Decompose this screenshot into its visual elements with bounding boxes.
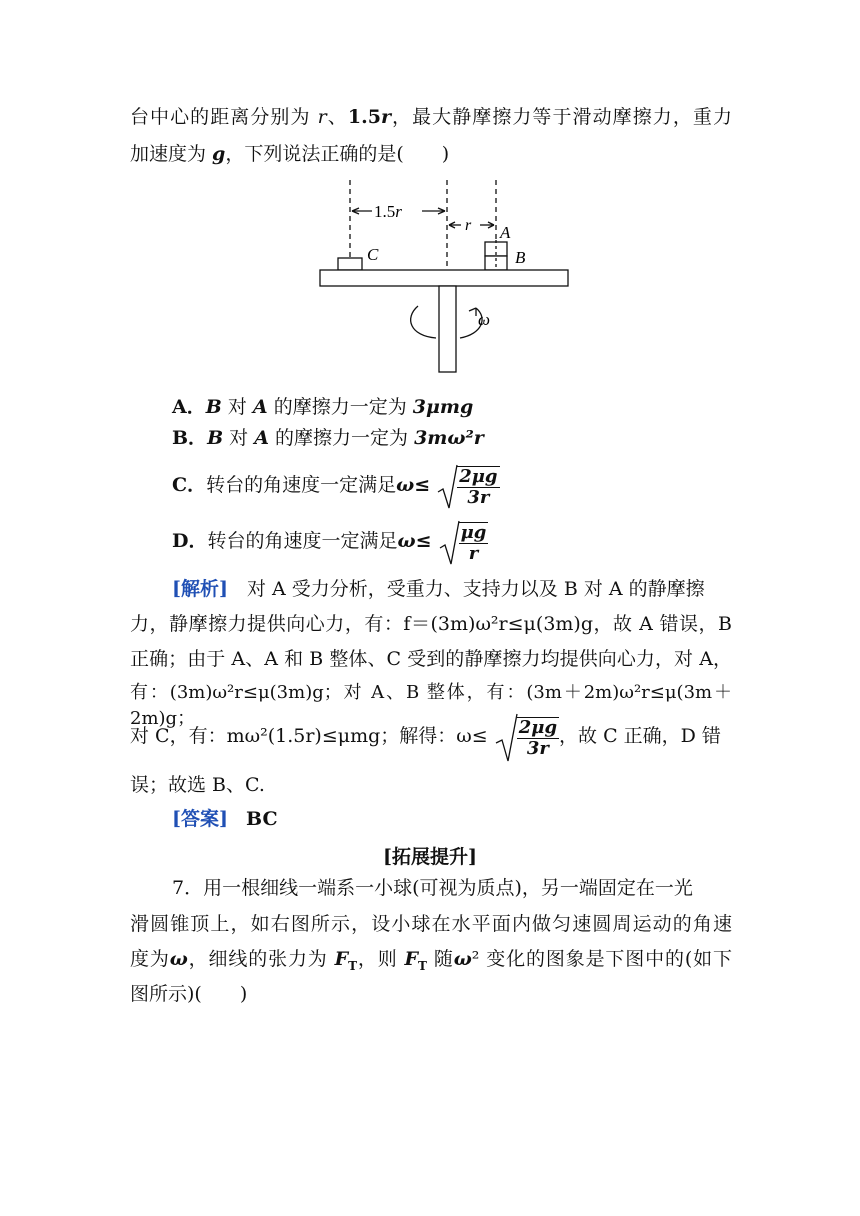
intro-line-2 bbox=[130, 141, 449, 167]
label-omega: ω bbox=[478, 310, 491, 329]
label-a: A bbox=[500, 223, 511, 242]
text: 正确；由于 A、A 和 B 整体、C 受到的静摩擦力均提供向心力，对 A， bbox=[130, 648, 732, 670]
var-r: r bbox=[380, 106, 391, 128]
value-1-5: 1.5 bbox=[347, 106, 381, 128]
analysis-line-6 bbox=[130, 772, 265, 798]
text: B bbox=[205, 396, 222, 418]
sqrt-sign bbox=[438, 518, 460, 568]
numerator: 2μg bbox=[518, 717, 558, 738]
text: 加速度为 bbox=[130, 143, 213, 165]
platform bbox=[320, 270, 568, 286]
text: 、 bbox=[326, 106, 348, 128]
text: ，则 bbox=[357, 948, 405, 970]
text: ² 变化的图象是下图中的(如下 bbox=[471, 948, 732, 970]
text: 滑圆锥顶上，如右图所示，设小球在水平面内做匀速圆周运动的角速 bbox=[130, 913, 732, 935]
text: 的摩擦力一定为 bbox=[267, 396, 413, 418]
text: 随 bbox=[426, 948, 454, 970]
answer-value: BC bbox=[246, 808, 278, 830]
option-d[interactable] bbox=[172, 516, 488, 568]
q7-line-1 bbox=[172, 875, 693, 901]
analysis-line-3 bbox=[130, 646, 732, 672]
intro-line-1 bbox=[130, 104, 732, 130]
text: ，细线的张力为 bbox=[187, 948, 335, 970]
text: 有：(3m)ω²r≤μ(3m)g；对 A、B 整体，有：(3m＋2m)ω²r≤μ(3m＋2m)g； bbox=[130, 682, 732, 729]
var-g: g bbox=[212, 143, 226, 165]
denominator: r bbox=[468, 542, 479, 564]
text: B bbox=[207, 427, 224, 449]
numerator: μg bbox=[460, 521, 487, 543]
q7-line-3 bbox=[130, 946, 732, 979]
text: ，故 C 正确，D 错 bbox=[559, 725, 721, 747]
text: 7．用一根细线一端系一小球(可视为质点)，另一端固定在一光 bbox=[172, 877, 693, 899]
formula: 3μmg bbox=[412, 396, 474, 418]
shaft bbox=[439, 286, 456, 372]
var-f: F bbox=[404, 948, 418, 970]
q7-line-4 bbox=[130, 981, 247, 1007]
sqrt-expression bbox=[494, 709, 559, 765]
option-letter: C． bbox=[172, 474, 207, 496]
text: 误；故选 B、C. bbox=[130, 774, 265, 796]
section-heading: [拓展提升] bbox=[383, 846, 477, 868]
var-omega: ω bbox=[169, 948, 188, 970]
option-letter: A． bbox=[172, 396, 206, 418]
fraction bbox=[517, 717, 559, 759]
text: 力，静摩擦力提供向心力，有：f＝(3m)ω²r≤μ(3m)g，故 A 错误，B bbox=[130, 613, 732, 635]
analysis-line-5 bbox=[130, 708, 721, 765]
fraction bbox=[459, 522, 489, 564]
turntable-figure bbox=[310, 178, 580, 378]
text: A bbox=[252, 396, 268, 418]
text: 图所示)( ) bbox=[130, 983, 248, 1005]
label-1-5r: 1.5r bbox=[374, 202, 402, 221]
var-f: F bbox=[334, 948, 349, 970]
text: 度为 bbox=[130, 948, 170, 970]
subscript: T bbox=[348, 958, 358, 973]
option-c[interactable] bbox=[172, 460, 500, 512]
block-c bbox=[338, 258, 362, 270]
answer-tag: [答案] bbox=[172, 808, 228, 830]
formula: 3mω²r bbox=[414, 427, 484, 449]
label-b: B bbox=[515, 248, 526, 267]
text: 对 C，有：mω²(1.5r)≤μmg；解得：ω≤ bbox=[130, 725, 488, 747]
text: 的摩擦力一定为 bbox=[268, 427, 415, 449]
analysis-line-1 bbox=[172, 576, 705, 602]
analysis-line-2 bbox=[130, 611, 732, 637]
sqrt-expression bbox=[438, 517, 489, 568]
sqrt-sign bbox=[436, 462, 458, 512]
numerator: 2μg bbox=[459, 465, 498, 487]
denominator: 3r bbox=[467, 486, 490, 508]
option-letter: D． bbox=[172, 530, 208, 552]
option-b[interactable] bbox=[172, 425, 484, 451]
text: 转台的角速度一定满足 bbox=[207, 530, 398, 552]
text: 转台的角速度一定满足 bbox=[206, 474, 397, 496]
option-letter: B． bbox=[172, 427, 208, 449]
rotation-arrowhead bbox=[469, 308, 476, 316]
text: 对 A 受力分析，受重力、支持力以及 B 对 A 的静摩擦 bbox=[227, 578, 705, 600]
analysis-tag: [解析] bbox=[172, 578, 228, 600]
formula: ω≤ bbox=[396, 474, 431, 496]
var-omega: ω bbox=[453, 948, 472, 970]
label-r: r bbox=[465, 217, 472, 234]
var-r: r bbox=[317, 106, 327, 128]
text: ，下列说法正确的是( ) bbox=[225, 143, 450, 165]
denominator: 3r bbox=[526, 738, 549, 759]
formula: ω≤ bbox=[397, 530, 432, 552]
sqrt-sign bbox=[494, 711, 518, 765]
text: 台中心的距离分别为 bbox=[130, 106, 318, 128]
answer-line bbox=[172, 806, 278, 832]
sqrt-expression bbox=[436, 461, 499, 512]
label-c: C bbox=[367, 245, 379, 264]
option-a[interactable] bbox=[172, 394, 473, 420]
subscript: T bbox=[417, 958, 427, 973]
text: A bbox=[254, 427, 269, 449]
text: ，最大静摩擦力等于滑动摩擦力，重力 bbox=[390, 106, 732, 128]
text: 对 bbox=[223, 427, 255, 449]
text: 对 bbox=[221, 396, 253, 418]
q7-line-2 bbox=[130, 911, 732, 937]
fraction bbox=[457, 466, 499, 508]
